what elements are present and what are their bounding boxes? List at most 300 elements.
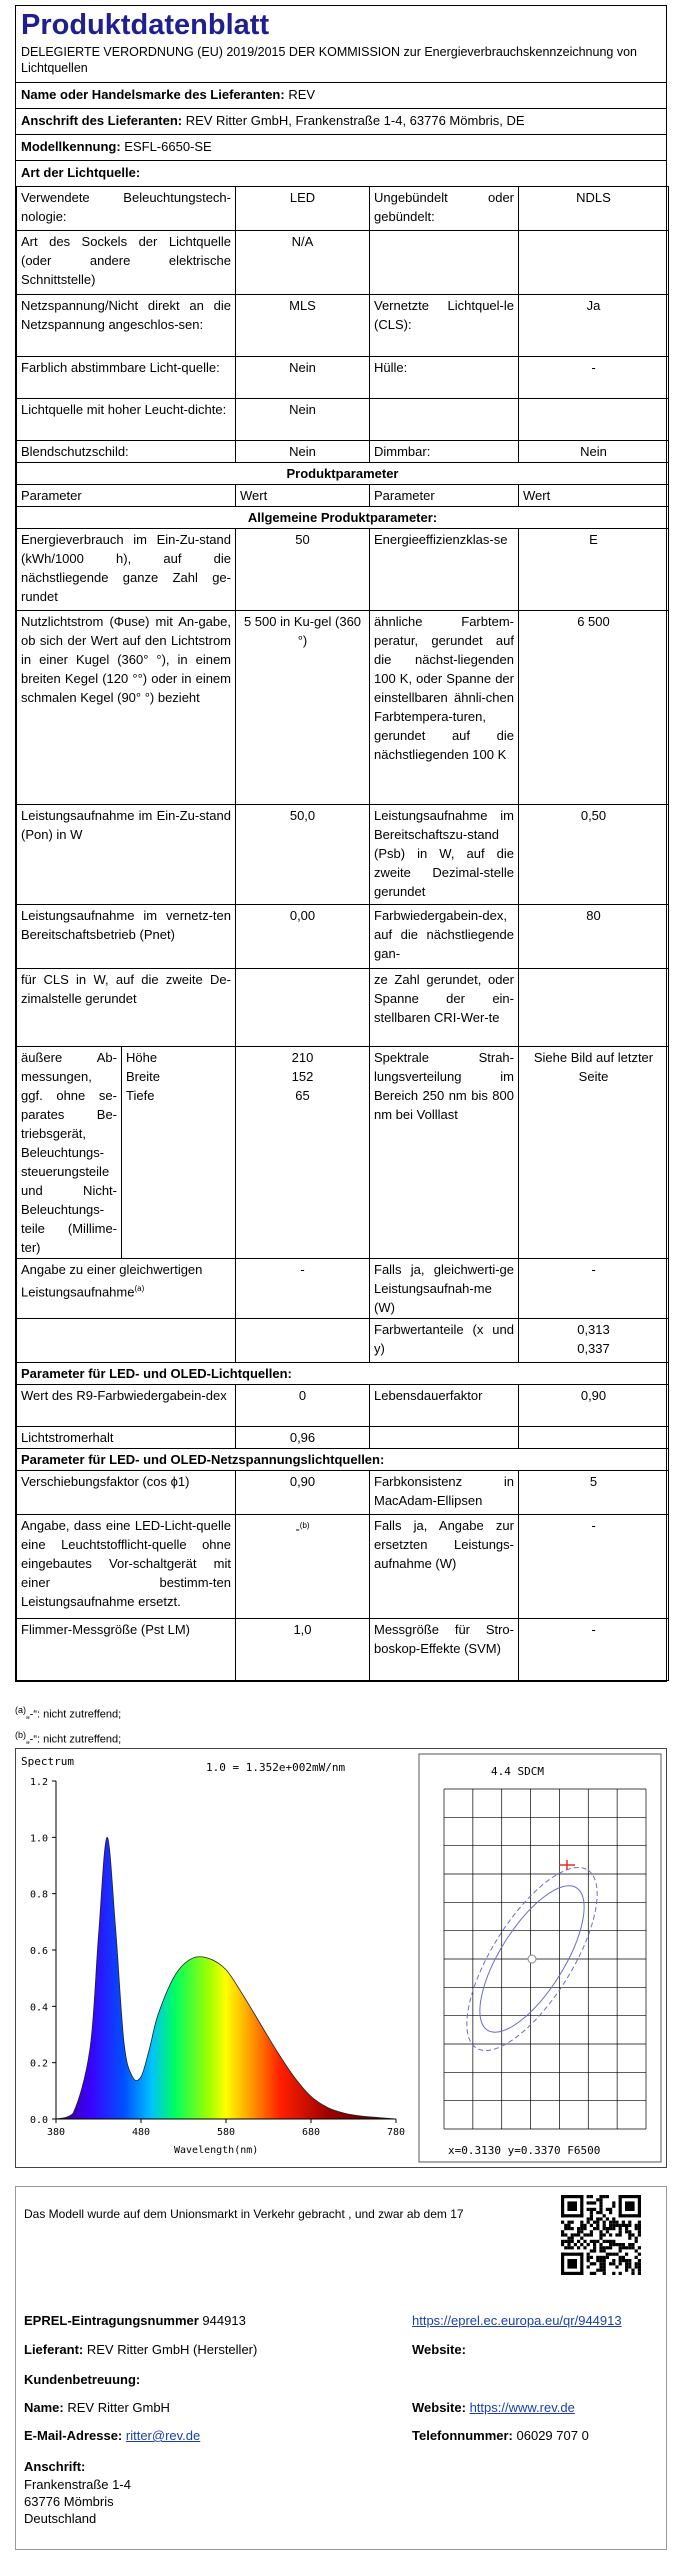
qr-module xyxy=(628,2259,631,2262)
qr-module xyxy=(596,2198,599,2201)
chromaticity-readout: x=0.3130 y=0.3370 F6500 xyxy=(448,2144,601,2157)
value-text: - xyxy=(295,1520,300,1536)
qr-module xyxy=(580,2227,583,2230)
qr-module xyxy=(606,2246,609,2249)
param-value: 50,0 xyxy=(236,804,370,904)
qr-module xyxy=(619,2243,622,2246)
qr-module xyxy=(599,2201,602,2204)
qr-module xyxy=(615,2233,618,2236)
qr-module xyxy=(583,2240,586,2243)
address-line-1: Frankenstraße 1-4 xyxy=(24,2477,131,2492)
param-label: Leistungsaufnahme im Bereitschaftszu-stand (Psb) in W, auf die zweite Dezimal-stelle gerundet xyxy=(370,804,519,904)
qr-module xyxy=(561,2253,564,2275)
model-label: Modellkennung: xyxy=(21,138,121,154)
email-label: E-Mail-Adresse: xyxy=(24,2428,123,2443)
qr-module xyxy=(561,2272,583,2275)
qr-module xyxy=(567,2237,570,2240)
qr-module xyxy=(612,2227,615,2230)
qr-module xyxy=(612,2262,615,2265)
qr-module xyxy=(580,2253,583,2275)
qr-module xyxy=(609,2233,612,2236)
qr-module xyxy=(599,2208,602,2211)
eprel-link[interactable]: https://eprel.ec.europa.eu/qr/944913 xyxy=(412,2313,622,2328)
qr-module xyxy=(599,2259,602,2262)
qr-module xyxy=(638,2224,641,2227)
param-label: für CLS in W, auf die zweite De-zimalstelle gerundet xyxy=(17,968,236,1046)
qr-module xyxy=(587,2243,590,2246)
footnote xyxy=(15,1725,121,1750)
qr-module xyxy=(638,2221,641,2224)
qr-module xyxy=(603,2224,606,2227)
qr-module xyxy=(628,2265,631,2268)
qr-module xyxy=(593,2227,596,2230)
qr-module xyxy=(635,2237,638,2240)
column-header: Parameter xyxy=(17,484,236,506)
param-label: Netzspannung/Nicht direkt an die Netzspannung angeschlos-sen: xyxy=(17,294,236,356)
param-label: Lichtquelle mit hoher Leucht-dichte: xyxy=(17,398,236,440)
qr-module xyxy=(596,2224,599,2227)
param-value: - xyxy=(519,1514,669,1618)
qr-module xyxy=(603,2195,606,2198)
qr-module xyxy=(619,2256,622,2259)
qr-module xyxy=(609,2224,612,2227)
param-value xyxy=(236,1514,370,1618)
phone-row xyxy=(412,2428,589,2445)
qr-module xyxy=(577,2233,580,2236)
qr-module xyxy=(625,2224,628,2227)
qr-module xyxy=(606,2256,609,2259)
param-label xyxy=(370,398,519,440)
qr-module xyxy=(638,2262,641,2265)
param-value: 0,90 xyxy=(519,1384,669,1426)
footnote-mark: (b) xyxy=(15,1729,26,1740)
qr-module xyxy=(590,2230,593,2233)
section-heading: Parameter für LED- und OLED-Netzspannungslichtquellen: xyxy=(17,1448,669,1470)
dimension-height-label: Höhe xyxy=(126,1049,158,1065)
email-row xyxy=(24,2428,200,2445)
qr-module xyxy=(609,2243,612,2246)
qr-module xyxy=(561,2253,583,2256)
spectrum-scale: 1.0 = 1.352e+002mW/nm xyxy=(206,1761,346,1774)
table-row xyxy=(17,398,669,440)
qr-module xyxy=(580,2195,583,2217)
qr-module xyxy=(596,2259,599,2262)
spectrum-area xyxy=(56,1837,396,2119)
footnotes xyxy=(15,1700,121,1749)
param-label: Ungebündelt oder gebündelt: xyxy=(370,186,519,230)
qr-module xyxy=(593,2208,596,2211)
qr-module xyxy=(612,2201,615,2204)
param-label: Blendschutzschild: xyxy=(17,440,236,462)
qr-module xyxy=(628,2221,631,2224)
dimensions-values xyxy=(236,1046,370,1258)
type-heading: Art der Lichtquelle: xyxy=(21,164,141,180)
table-row xyxy=(17,904,669,968)
qr-module xyxy=(628,2262,631,2265)
qr-module xyxy=(590,2272,593,2275)
sdcm-title: 4.4 SDCM xyxy=(491,1765,544,1778)
qr-module xyxy=(571,2221,574,2224)
qr-module xyxy=(580,2237,583,2240)
qr-module xyxy=(625,2265,628,2268)
qr-module xyxy=(574,2243,577,2246)
dimension-depth-label: Tiefe xyxy=(126,1087,155,1103)
qr-module xyxy=(587,2208,590,2211)
qr-module xyxy=(635,2224,638,2227)
param-value: N/A xyxy=(236,230,370,294)
phone-label: Telefonnummer: xyxy=(412,2428,513,2443)
qr-module xyxy=(567,2227,570,2230)
spectrum-plot xyxy=(30,1777,405,2138)
param-value: 80 xyxy=(519,904,669,968)
supplier-label: Name oder Handelsmarke des Lieferanten: xyxy=(21,87,285,102)
qr-module xyxy=(638,2230,641,2233)
qr-module xyxy=(619,2259,622,2262)
address-row xyxy=(16,109,666,135)
qr-module xyxy=(583,2246,586,2249)
qr-module xyxy=(609,2221,612,2224)
qr-module xyxy=(587,2265,590,2268)
param-label: Verwendete Beleuchtungstech-nologie: xyxy=(17,186,236,230)
qr-module xyxy=(567,2224,570,2227)
empty-cell xyxy=(236,1318,370,1362)
qr-module xyxy=(612,2224,615,2227)
param-value: LED xyxy=(236,186,370,230)
website-link[interactable]: https://www.rev.de xyxy=(469,2400,575,2415)
qr-module xyxy=(622,2243,625,2246)
y-tick-label: 0.8 xyxy=(29,1889,48,1901)
qr-module xyxy=(564,2240,567,2243)
qr-module xyxy=(567,2240,570,2243)
qr-module xyxy=(631,2243,634,2246)
y-tick-label: 0.6 xyxy=(29,1946,48,1957)
eprel-label: EPREL-Eintragungsnummer xyxy=(24,2313,199,2328)
qr-module xyxy=(587,2259,590,2262)
param-value: NDLS xyxy=(519,186,669,230)
param-value: Nein xyxy=(236,356,370,398)
qr-module xyxy=(577,2230,580,2233)
qr-module xyxy=(590,2233,593,2236)
qr-module xyxy=(603,2221,606,2224)
param-label: Leistungsaufnahme im Ein-Zu-stand (Pon) in W xyxy=(17,804,236,904)
empty-cell xyxy=(236,968,370,1046)
qr-module xyxy=(603,2214,606,2217)
qr-module xyxy=(596,2269,599,2272)
qr-module xyxy=(606,2195,609,2198)
qr-module xyxy=(612,2217,615,2220)
footnote-ref: (b) xyxy=(299,1520,310,1530)
y-tick-label: 1.0 xyxy=(29,1833,48,1845)
param-label: Messgröße für Stro-boskop-Effekte (SVM) xyxy=(370,1618,519,1680)
spectrum-chart xyxy=(16,1749,666,2167)
qr-module xyxy=(590,2224,593,2227)
qr-module xyxy=(622,2259,625,2262)
table-row xyxy=(17,356,669,398)
qr-module xyxy=(577,2227,580,2230)
x-tick-label: 380 xyxy=(46,2127,66,2138)
param-label: Farblich abstimmbare Licht-quelle: xyxy=(17,356,236,398)
qr-module xyxy=(615,2265,618,2268)
param-label: Hülle: xyxy=(370,356,519,398)
x-tick-label: 680 xyxy=(301,2127,321,2138)
param-label: Nutzlichtstrom (Φuse) mit An-gabe, ob sich der Wert auf den Lichtstrom in einer Kugel (360° °), in einem breiten Kegel (120 °°) oder in einem schmalen Kegel (90° °) bezieht xyxy=(17,610,236,804)
qr-module xyxy=(625,2201,635,2211)
param-label: ze Zahl gerundet, oder Spanne der ein-stellbaren CRI-Wer-te xyxy=(370,968,519,1046)
footnote-text: „-“: nicht zutreffend; xyxy=(26,1733,122,1746)
qr-module xyxy=(635,2227,638,2230)
qr-module xyxy=(590,2211,593,2214)
table-row xyxy=(17,1470,669,1514)
qr-module xyxy=(596,2217,599,2220)
qr-module xyxy=(561,2233,564,2236)
param-label: Farbwiedergabein-dex, auf die nächstliegende gan- xyxy=(370,904,519,968)
regulation-subtitle: DELEGIERTE VERORDNUNG (EU) 2019/2015 DER KOMMISSION zur Energieverbrauchskennzeichnung von Lichtquellen xyxy=(16,42,666,83)
param-label: Lichtstromerhalt xyxy=(17,1426,236,1448)
table-row xyxy=(17,462,669,484)
qr-module xyxy=(638,2246,641,2249)
lieferant-value: REV Ritter GmbH (Hersteller) xyxy=(86,2342,258,2357)
qr-module xyxy=(638,2272,641,2275)
param-value xyxy=(519,398,669,440)
qr-module xyxy=(599,2205,602,2208)
page-title: Produktdatenblatt xyxy=(21,9,270,41)
measured-point xyxy=(528,1955,536,1963)
data-table xyxy=(16,186,669,1681)
param-value: 0 xyxy=(236,1384,370,1426)
qr-module xyxy=(590,2208,593,2211)
qr-module xyxy=(609,2208,612,2211)
qr-module xyxy=(567,2259,577,2269)
qr-module xyxy=(603,2272,606,2275)
qr-module xyxy=(628,2233,631,2236)
qr-module xyxy=(561,2230,564,2233)
qr-module xyxy=(599,2262,602,2265)
dimension-depth-value: 65 xyxy=(295,1087,310,1103)
param-label: Dimmbar: xyxy=(370,440,519,462)
qr-module xyxy=(574,2233,577,2236)
qr-module xyxy=(564,2227,567,2230)
qr-module xyxy=(599,2211,602,2214)
qr-module xyxy=(609,2227,612,2230)
param-value xyxy=(519,1426,669,1448)
qr-module xyxy=(590,2201,593,2204)
table-row xyxy=(17,1618,669,1680)
qr-module xyxy=(580,2224,583,2227)
qr-module xyxy=(619,2227,622,2230)
qr-module xyxy=(631,2269,634,2272)
qr-module xyxy=(561,2221,564,2224)
qr-module xyxy=(603,2256,606,2259)
qr-module xyxy=(599,2198,602,2201)
address-value: REV Ritter GmbH, Frankenstraße 1-4, 63776 Mömbris, DE xyxy=(185,112,525,128)
param-label: Wert des R9-Farbwiedergabein-dex xyxy=(17,1384,236,1426)
dimensions-keys xyxy=(122,1047,235,1258)
table-row xyxy=(17,528,669,610)
qr-module xyxy=(577,2240,580,2243)
qr-code-icon[interactable] xyxy=(561,2195,641,2275)
column-header: Wert xyxy=(236,484,370,506)
param-label: Energieeffizienzklas-se xyxy=(370,528,519,610)
qr-module xyxy=(596,2227,599,2230)
phone-value: 06029 707 0 xyxy=(516,2428,589,2443)
qr-module xyxy=(599,2256,602,2259)
param-label: ähnliche Farbtem-peratur, gerundet auf die nächst-liegenden 100 K, oder Spanne der einstellbaren ähnli-chen Farbtempera-turen, gerundet auf die nächstliegenden 100 K xyxy=(370,610,519,804)
qr-module xyxy=(564,2224,567,2227)
x-tick-label: 480 xyxy=(131,2127,151,2138)
qr-module xyxy=(571,2227,574,2230)
param-value: Ja xyxy=(519,294,669,356)
qr-module xyxy=(593,2243,596,2246)
qr-module xyxy=(599,2233,602,2236)
qr-module xyxy=(606,2240,609,2243)
eprel-row xyxy=(24,2313,246,2330)
qr-module xyxy=(631,2272,634,2275)
qr-module xyxy=(561,2195,583,2198)
param-label: Leistungsaufnahme im vernetz-ten Bereitschaftsbetrieb (Pnet) xyxy=(17,904,236,968)
qr-module xyxy=(593,2249,596,2252)
qr-module xyxy=(603,2249,606,2252)
qr-module xyxy=(590,2256,593,2259)
table-row xyxy=(17,1514,669,1618)
qr-module xyxy=(567,2221,570,2224)
qr-module xyxy=(619,2233,622,2236)
qr-module xyxy=(609,2262,612,2265)
param-value: Nein xyxy=(519,440,669,462)
param-label: Farbwertanteile (x und y) xyxy=(370,1318,519,1362)
table-row xyxy=(17,294,669,356)
param-label xyxy=(370,1426,519,1448)
section-heading: Produktparameter xyxy=(17,462,669,484)
qr-module xyxy=(628,2246,631,2249)
address-line-2: 63776 Mömbris xyxy=(24,2494,114,2509)
y-tick-label: 1.2 xyxy=(29,1777,48,1788)
table-row xyxy=(17,1384,669,1426)
qr-module xyxy=(612,2272,615,2275)
qr-module xyxy=(612,2243,615,2246)
qr-module xyxy=(622,2221,625,2224)
qr-module xyxy=(599,2249,602,2252)
qr-module xyxy=(638,2227,641,2230)
name-label: Name: xyxy=(24,2400,64,2415)
spectrum-panel xyxy=(15,1748,667,2168)
qr-module xyxy=(606,2230,609,2233)
param-label: Energieverbrauch im Ein-Zu-stand (kWh/1000 h), auf die nächstliegende ganze Zahl ge-rundet xyxy=(17,528,236,610)
supplier-value: REV xyxy=(288,87,316,102)
qr-module xyxy=(625,2246,628,2249)
table-row xyxy=(17,1426,669,1448)
qr-module xyxy=(587,2256,590,2259)
qr-module xyxy=(590,2217,593,2220)
sdcm-grid xyxy=(444,1789,646,2129)
model-row xyxy=(16,135,666,161)
param-label xyxy=(370,230,519,294)
qr-module xyxy=(622,2256,625,2259)
qr-module xyxy=(628,2230,631,2233)
name-row xyxy=(24,2400,170,2417)
param-value: 50 xyxy=(236,528,370,610)
qr-module xyxy=(596,2240,599,2243)
footnote-text: „-“: nicht zutreffend; xyxy=(26,1708,122,1721)
qr-module xyxy=(590,2249,593,2252)
market-intro: Das Modell wurde auf dem Unionsmarkt in Verkehr gebracht , und zwar ab dem 17 xyxy=(24,2207,464,2221)
dimension-width-label: Breite xyxy=(126,1068,160,1084)
qr-module xyxy=(612,2221,615,2224)
qr-module xyxy=(593,2246,596,2249)
qr-module xyxy=(638,2265,641,2268)
param-value: 6 500 xyxy=(519,610,669,804)
qr-module xyxy=(609,2246,612,2249)
param-value: Nein xyxy=(236,440,370,462)
qr-module xyxy=(599,2217,602,2220)
name-value: REV Ritter GmbH xyxy=(67,2400,170,2415)
qr-module xyxy=(609,2240,612,2243)
qr-module xyxy=(619,2230,622,2233)
param-value: 0,50 xyxy=(519,804,669,904)
chroma-y: 0,337 xyxy=(577,1340,610,1356)
contact-panel xyxy=(15,2186,667,2550)
qr-module xyxy=(593,2240,596,2243)
table-row xyxy=(17,804,669,904)
qr-module xyxy=(625,2262,628,2265)
column-header: Parameter xyxy=(370,484,519,506)
param-value: - xyxy=(519,356,669,398)
qr-module xyxy=(638,2269,641,2272)
param-label xyxy=(17,1258,236,1318)
website-row xyxy=(412,2400,575,2417)
qr-module xyxy=(619,2246,622,2249)
qr-module xyxy=(577,2246,580,2249)
qr-module xyxy=(625,2230,628,2233)
supplier-contact-row xyxy=(24,2342,257,2359)
table-row xyxy=(17,1448,669,1470)
param-label: Verschiebungsfaktor (cos ϕ1) xyxy=(17,1470,236,1514)
qr-module xyxy=(622,2224,625,2227)
qr-module xyxy=(612,2240,615,2243)
y-tick-label: 0.4 xyxy=(29,2002,48,2014)
qr-module xyxy=(580,2230,583,2233)
param-label: Falls ja, gleichwerti-ge Leistungsaufnah-me (W) xyxy=(370,1258,519,1318)
qr-module xyxy=(599,2269,602,2272)
footnote-ref: (a) xyxy=(134,1283,145,1293)
qr-module xyxy=(580,2243,583,2246)
table-row xyxy=(17,1318,669,1362)
x-axis-label: Wavelength(nm) xyxy=(174,2145,259,2156)
qr-module xyxy=(622,2246,625,2249)
qr-module xyxy=(603,2265,606,2268)
table-row xyxy=(17,230,669,294)
qr-module xyxy=(587,2233,590,2236)
table-row xyxy=(17,968,669,1046)
qr-module xyxy=(638,2253,641,2256)
qr-module xyxy=(619,2195,622,2217)
model-value: ESFL-6650-SE xyxy=(124,138,212,154)
qr-module xyxy=(599,2230,602,2233)
section-heading: Allgemeine Produktparameter: xyxy=(17,506,669,528)
param-value: MLS xyxy=(236,294,370,356)
qr-module xyxy=(635,2249,638,2252)
qr-module xyxy=(587,2217,590,2220)
section-heading: Parameter für LED- und OLED-Lichtquellen: xyxy=(17,1362,669,1384)
param-value: Nein xyxy=(236,398,370,440)
table-row xyxy=(17,506,669,528)
param-label: Falls ja, Angabe zur ersetzten Leistungs-aufnahme (W) xyxy=(370,1514,519,1618)
table-row xyxy=(17,440,669,462)
email-link[interactable]: ritter@rev.de xyxy=(125,2428,201,2443)
y-tick-label: 0.2 xyxy=(29,2058,48,2070)
table-row xyxy=(17,186,669,230)
qr-module xyxy=(619,2272,622,2275)
param-value: 5 xyxy=(519,1470,669,1514)
